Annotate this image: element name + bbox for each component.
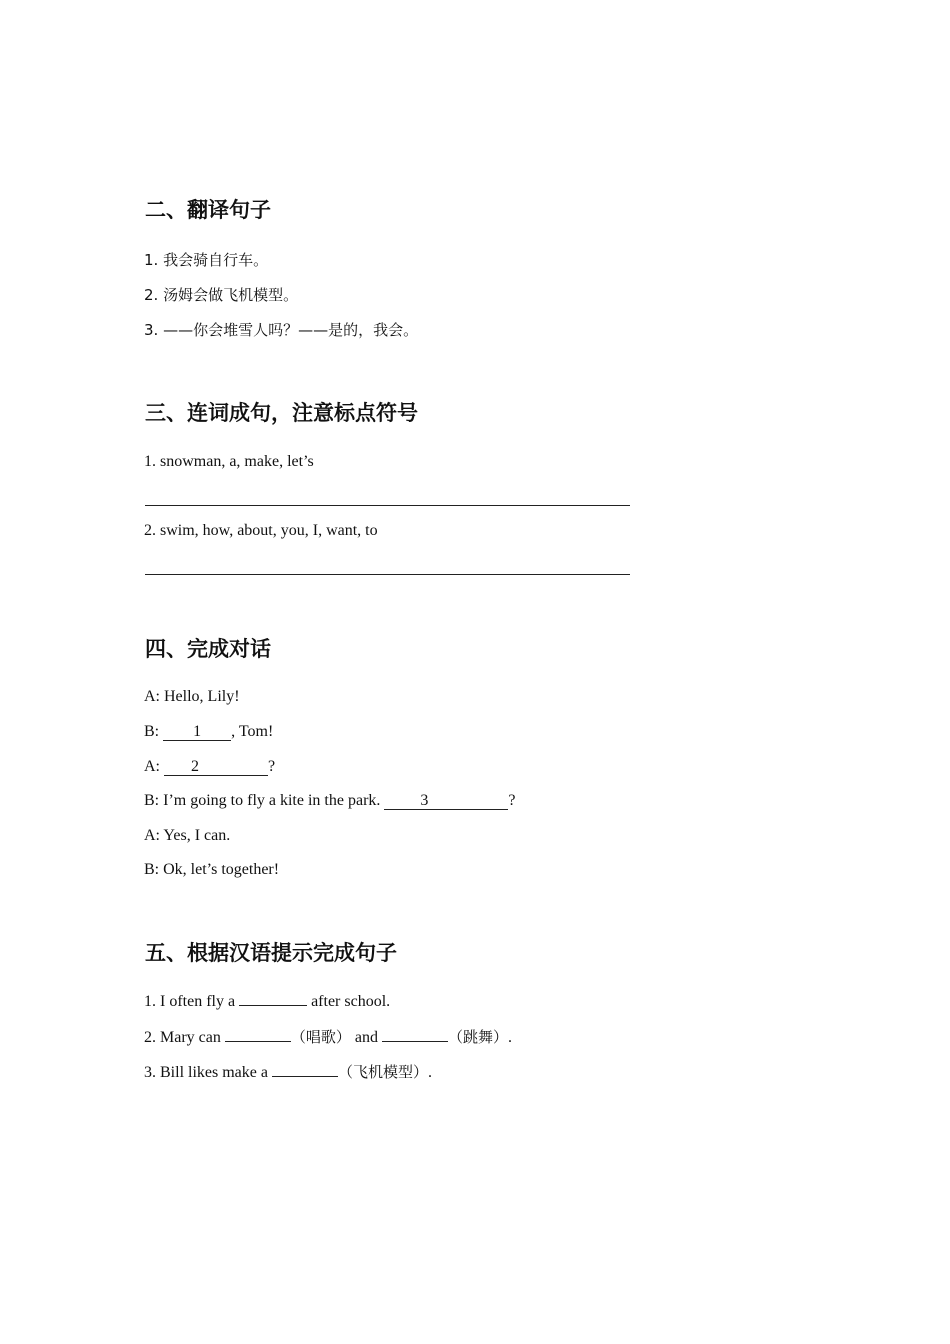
- dialogue-line-3-suffix: ?: [268, 758, 276, 775]
- blank-number-3: 3: [420, 792, 429, 809]
- fill-blank-3[interactable]: [272, 1076, 338, 1077]
- hint-model-plane: （飞机模型）: [337, 1063, 428, 1081]
- fill-item-2-mid: and: [350, 1029, 382, 1046]
- fill-item-1-suffix: after school.: [307, 993, 391, 1010]
- translate-item-2: 2. 汤姆会做飞机模型。: [144, 286, 299, 304]
- answer-line-1[interactable]: [145, 505, 630, 506]
- dialogue-line-6: B: Ok, let’s together!: [144, 861, 280, 878]
- dialogue-line-1: A: Hello, Lily!: [144, 688, 240, 705]
- fill-item-1: [144, 992, 390, 1012]
- fill-item-3-suffix: .: [428, 1064, 432, 1081]
- fill-blank-2a[interactable]: [225, 1041, 291, 1042]
- blank-number-2: 2: [191, 758, 199, 775]
- fill-blank-2b[interactable]: [382, 1041, 448, 1042]
- fill-item-1-prefix: 1. I often fly a: [144, 993, 240, 1010]
- section-2-heading: 二、翻译句子: [145, 198, 271, 222]
- fill-item-2: [144, 1027, 512, 1048]
- hint-dance: （跳舞）: [447, 1028, 508, 1046]
- hint-sing: （唱歌）: [290, 1028, 351, 1046]
- fill-item-3: [144, 1062, 432, 1083]
- section-4-heading: 四、完成对话: [145, 637, 271, 661]
- dialogue-blank-3[interactable]: [384, 792, 508, 810]
- blank-number-1: 1: [193, 723, 202, 740]
- dialogue-line-3-prefix: A:: [144, 758, 164, 775]
- section-5-heading: 五、根据汉语提示完成句子: [145, 941, 397, 965]
- word-order-item-1: 1. snowman, a, make, let’s: [144, 453, 314, 470]
- dialogue-line-2-prefix: B:: [144, 723, 164, 740]
- dialogue-line-4-prefix: B: I’m going to fly a kite in the park.: [144, 792, 385, 809]
- dialogue-line-5: A: Yes, I can.: [144, 827, 231, 844]
- word-order-item-2: 2. swim, how, about, you, I, want, to: [144, 522, 378, 539]
- fill-item-3-prefix: 3. Bill likes make a: [144, 1064, 272, 1081]
- dialogue-line-4-suffix: ?: [508, 792, 516, 809]
- dialogue-line-2: [144, 722, 273, 742]
- dialogue-blank-1[interactable]: [163, 723, 231, 741]
- translate-item-1: 1. 我会骑自行车。: [144, 251, 269, 269]
- fill-item-2-prefix: 2. Mary can: [144, 1029, 225, 1046]
- section-3-heading: 三、连词成句，注意标点符号: [145, 401, 418, 425]
- dialogue-line-2-suffix: , Tom!: [231, 723, 274, 740]
- fill-item-2-suffix: .: [508, 1029, 512, 1046]
- fill-blank-1[interactable]: [239, 1005, 307, 1006]
- answer-line-2[interactable]: [145, 574, 630, 575]
- translate-item-3: 3. ——你会堆雪人吗？——是的，我会。: [144, 321, 419, 339]
- dialogue-line-3: [144, 757, 275, 777]
- dialogue-line-4: [144, 791, 516, 811]
- dialogue-blank-2[interactable]: [164, 758, 268, 776]
